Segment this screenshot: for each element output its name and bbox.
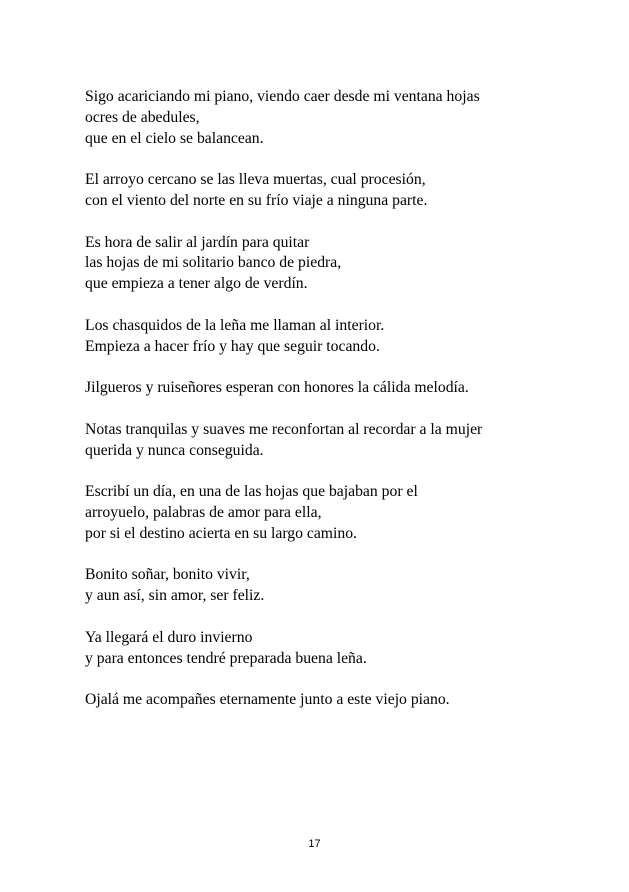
- poem-line: Ya llegará el duro invierno: [85, 628, 253, 646]
- poem-body: [85, 87, 565, 732]
- poem-line: arroyuelo, palabras de amor para ella,: [85, 503, 322, 521]
- stanza: [85, 565, 565, 607]
- poem-line: por si el destino acierta en su largo camino.: [85, 524, 357, 542]
- poem-line: Jilgueros y ruiseñores esperan con honores la cálida melodía.: [85, 379, 469, 397]
- stanza: [85, 690, 565, 711]
- poem-line: Sigo acariciando mi piano, viendo caer desde mi ventana hojas: [85, 88, 480, 105]
- poem-line: Empieza a hacer frío y hay que seguir tocando.: [85, 337, 380, 355]
- poem-line: Bonito soñar, bonito vivir,: [85, 566, 250, 584]
- poem-line: las hojas de mi solitario banco de piedra,: [85, 254, 342, 272]
- stanza: [85, 378, 565, 399]
- poem-line: querida y nunca conseguida.: [85, 441, 264, 459]
- stanza: [85, 87, 565, 149]
- poem-line: Escribí un día, en una de las hojas que bajaban por el: [85, 483, 418, 501]
- poem-line: y para entonces tendré preparada buena leña.: [85, 649, 367, 667]
- poem-line: y aun así, sin amor, ser feliz.: [85, 587, 265, 605]
- stanza: [85, 170, 565, 212]
- page-number: 17: [308, 838, 321, 850]
- poem-line: Ojalá me acompañes eternamente junto a este viejo piano.: [85, 691, 450, 709]
- poem-line: que en el cielo se balancean.: [85, 129, 264, 147]
- poem-line: que empieza a tener algo de verdín.: [85, 275, 308, 293]
- poem-line: Notas tranquilas y suaves me reconfortan al recordar a la mujer: [85, 420, 483, 438]
- stanza: [85, 316, 565, 358]
- stanza: [85, 482, 565, 544]
- poem-line: Los chasquidos de la leña me llaman al interior.: [85, 316, 385, 334]
- poem-line: con el viento del norte en su frío viaje a ninguna parte.: [85, 191, 428, 209]
- poem-line: El arroyo cercano se las lleva muertas, cual procesión,: [85, 171, 426, 189]
- stanza: [85, 628, 565, 670]
- stanza: [85, 233, 565, 295]
- poem-line: Es hora de salir al jardín para quitar: [85, 233, 310, 251]
- poem-line: ocres de abedules,: [85, 108, 200, 126]
- stanza: [85, 420, 565, 462]
